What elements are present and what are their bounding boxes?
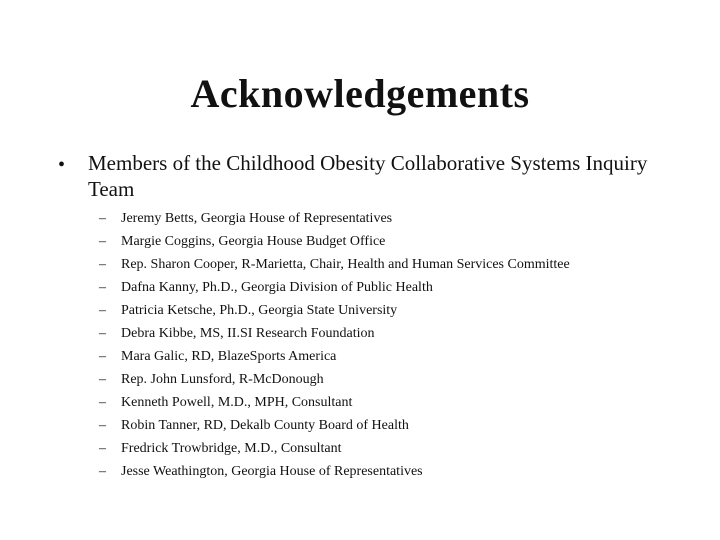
member-name: Kenneth Powell, M.D., MPH, Consultant [121,395,353,410]
list-item [0,233,720,256]
list-item [0,325,720,348]
bullet-text: Members of the Childhood Obesity Collaborative Systems Inquiry Team [88,151,648,201]
dash-icon: – [99,326,106,341]
list-item [0,463,720,486]
dash-icon: – [99,303,106,318]
list-item [0,279,720,302]
list-item [0,417,720,440]
dash-icon: – [99,441,106,456]
list-item [0,302,720,325]
member-name: Dafna Kanny, Ph.D., Georgia Division of Public Health [121,280,433,295]
member-name: Jeremy Betts, Georgia House of Representatives [121,211,393,226]
dash-icon: – [99,257,106,272]
member-name: Mara Galic, RD, BlazeSports America [121,349,337,364]
list-item [0,371,720,394]
member-list [0,210,720,486]
list-item [0,440,720,463]
member-name: Robin Tanner, RD, Dekalb County Board of Health [121,418,409,433]
list-item [0,348,720,371]
dash-icon: – [99,349,106,364]
bullet-icon: • [58,154,66,176]
dash-icon: – [99,211,106,226]
member-name: Debra Kibbe, MS, II.SI Research Foundation [121,326,375,341]
member-name: Rep. John Lunsford, R-McDonough [121,372,324,387]
slide-title: Acknowledgements [190,71,530,116]
member-name: Patricia Ketsche, Ph.D., Georgia State University [121,303,398,318]
list-item [0,210,720,233]
member-name: Fredrick Trowbridge, M.D., Consultant [121,441,342,456]
list-item [0,256,720,279]
dash-icon: – [99,464,106,479]
member-name: Rep. Sharon Cooper, R-Marietta, Chair, Health and Human Services Committee [121,257,570,272]
dash-icon: – [99,280,106,295]
dash-icon: – [99,372,106,387]
dash-icon: – [99,418,106,433]
member-name: Margie Coggins, Georgia House Budget Office [121,234,386,249]
list-item [0,394,720,417]
member-name: Jesse Weathington, Georgia House of Representatives [121,464,423,479]
dash-icon: – [99,234,106,249]
dash-icon: – [99,395,106,410]
